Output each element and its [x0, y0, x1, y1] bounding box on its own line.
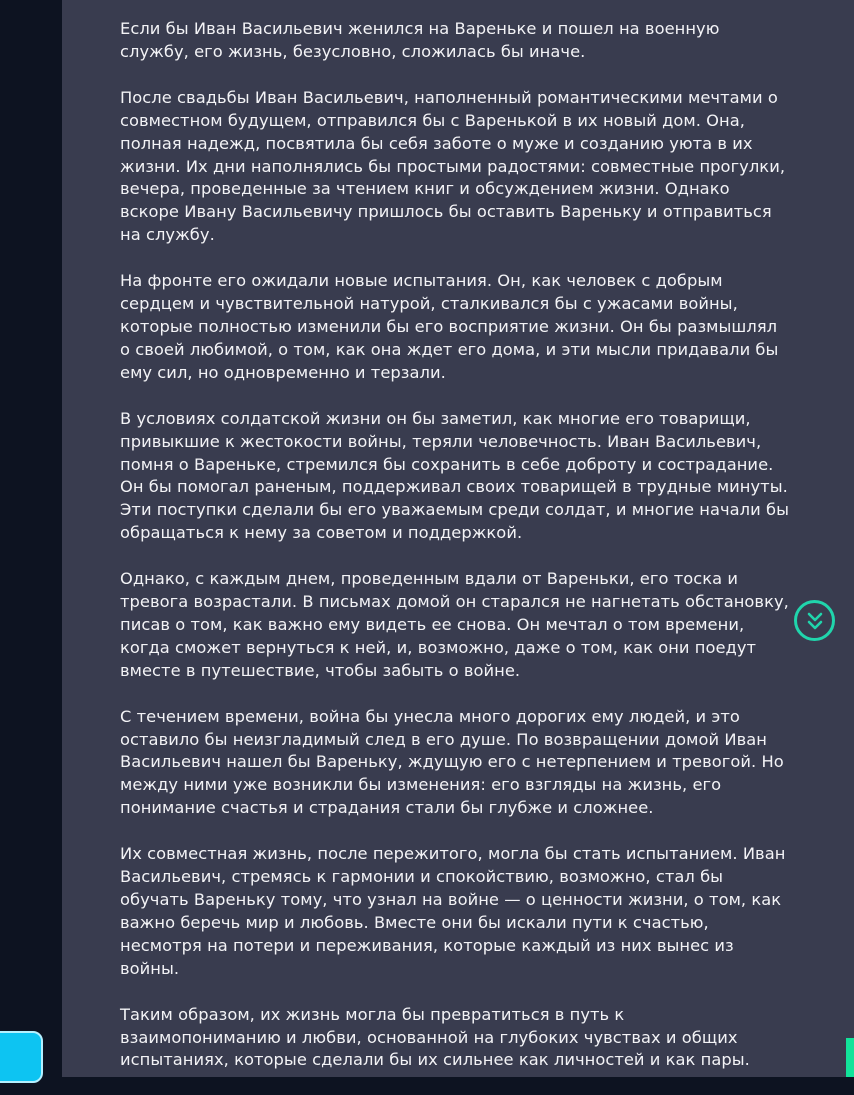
paragraph-6: С течением времени, война бы унесла много дорогих ему людей, и это оставило бы неизгладимый след в его душе. По возвращении домой Иван Васильевич нашел бы Вареньку, ждущую его с нетерпением и тревогой. Но между ними уже возникли бы изменения: его взгляды на жизнь, его понимание счастья и страдания стали бы глубже и сложнее. [120, 706, 784, 818]
paragraph-7: Их совместная жизнь, после пережитого, могла бы стать испытанием. Иван Васильевич, стремясь к гармонии и спокойствию, возможно, стал бы обучать Вареньку тому, что узнал на войне — о ценности жизни, о том, как важно беречь мир и любовь. Вместе они бы искали пути к счастью, несмотря на потери и переживания, которые каждый из них вынес из войны. [120, 844, 786, 978]
paragraph-4: В условиях солдатской жизни он бы заметил, как многие его товарищи, привыкшие к жестокости войны, теряли человечность. Иван Васильевич, помня о Вареньке, стремился бы сохранить в себе доброту и сострадание. Он бы помогал раненым, поддерживал своих товарищей в трудные минуты. Эти поступки сделали бы его уважаемым среди солдат, и многие начали бы обращаться к нему за советом и поддержкой. [120, 408, 789, 543]
paragraph-5: Однако, с каждым днем, проведенным вдали от Вареньки, его тоска и тревога возрастали. В письмах домой он старался не нагнетать обстановку, писав о том, как важно ему видеть ее снова. Он мечтал о том времени, когда сможет вернуться к ней, и, возможно, даже о том, как они поедут вместе в путешествие, чтобы забыть о войне. [120, 569, 789, 680]
paragraph-2: После свадьбы Иван Васильевич, наполненный романтическими мечтами о совместном будущем, отправился бы с Варенькой в их новый дом. Она, полная надежд, посвятила бы себя заботе о муже и созданию уюта в их жизни. Их дни наполнялись бы простыми радостями: совместные прогулки, вечера, проведенные за чтением книг и обсуждением жизни. Однако вскоре Ивану Васильевичу пришлось бы оставить Вареньку и отправиться на службу. [120, 87, 786, 245]
scroll-down-button[interactable] [794, 600, 835, 641]
floating-action-tab[interactable] [0, 1031, 43, 1083]
article-text [120, 18, 790, 1095]
side-edge-tab[interactable] [846, 1038, 854, 1077]
paragraph-8: Таким образом, их жизнь могла бы превратиться в путь к взаимопониманию и любви, основанной на глубоких чувствах и общих испытаниях, которые сделали бы их сильнее как личностей и как пары. [120, 1004, 750, 1070]
left-sidebar [0, 0, 62, 1077]
paragraph-1: Если бы Иван Васильевич женился на Вареньке и пошел на военную службу, его жизнь, безусловно, сложилась бы иначе. [120, 19, 720, 61]
double-chevron-down-icon [804, 610, 826, 632]
paragraph-3: На фронте его ожидали новые испытания. Он, как человек с добрым сердцем и чувствительной натурой, сталкивался бы с ужасами войны, которые полностью изменили бы его восприятие жизни. Он бы размышлял о своей любимой, о том, как она ждет его дома, и эти мысли придавали бы ему сил, но одновременно и терзали. [120, 271, 779, 382]
